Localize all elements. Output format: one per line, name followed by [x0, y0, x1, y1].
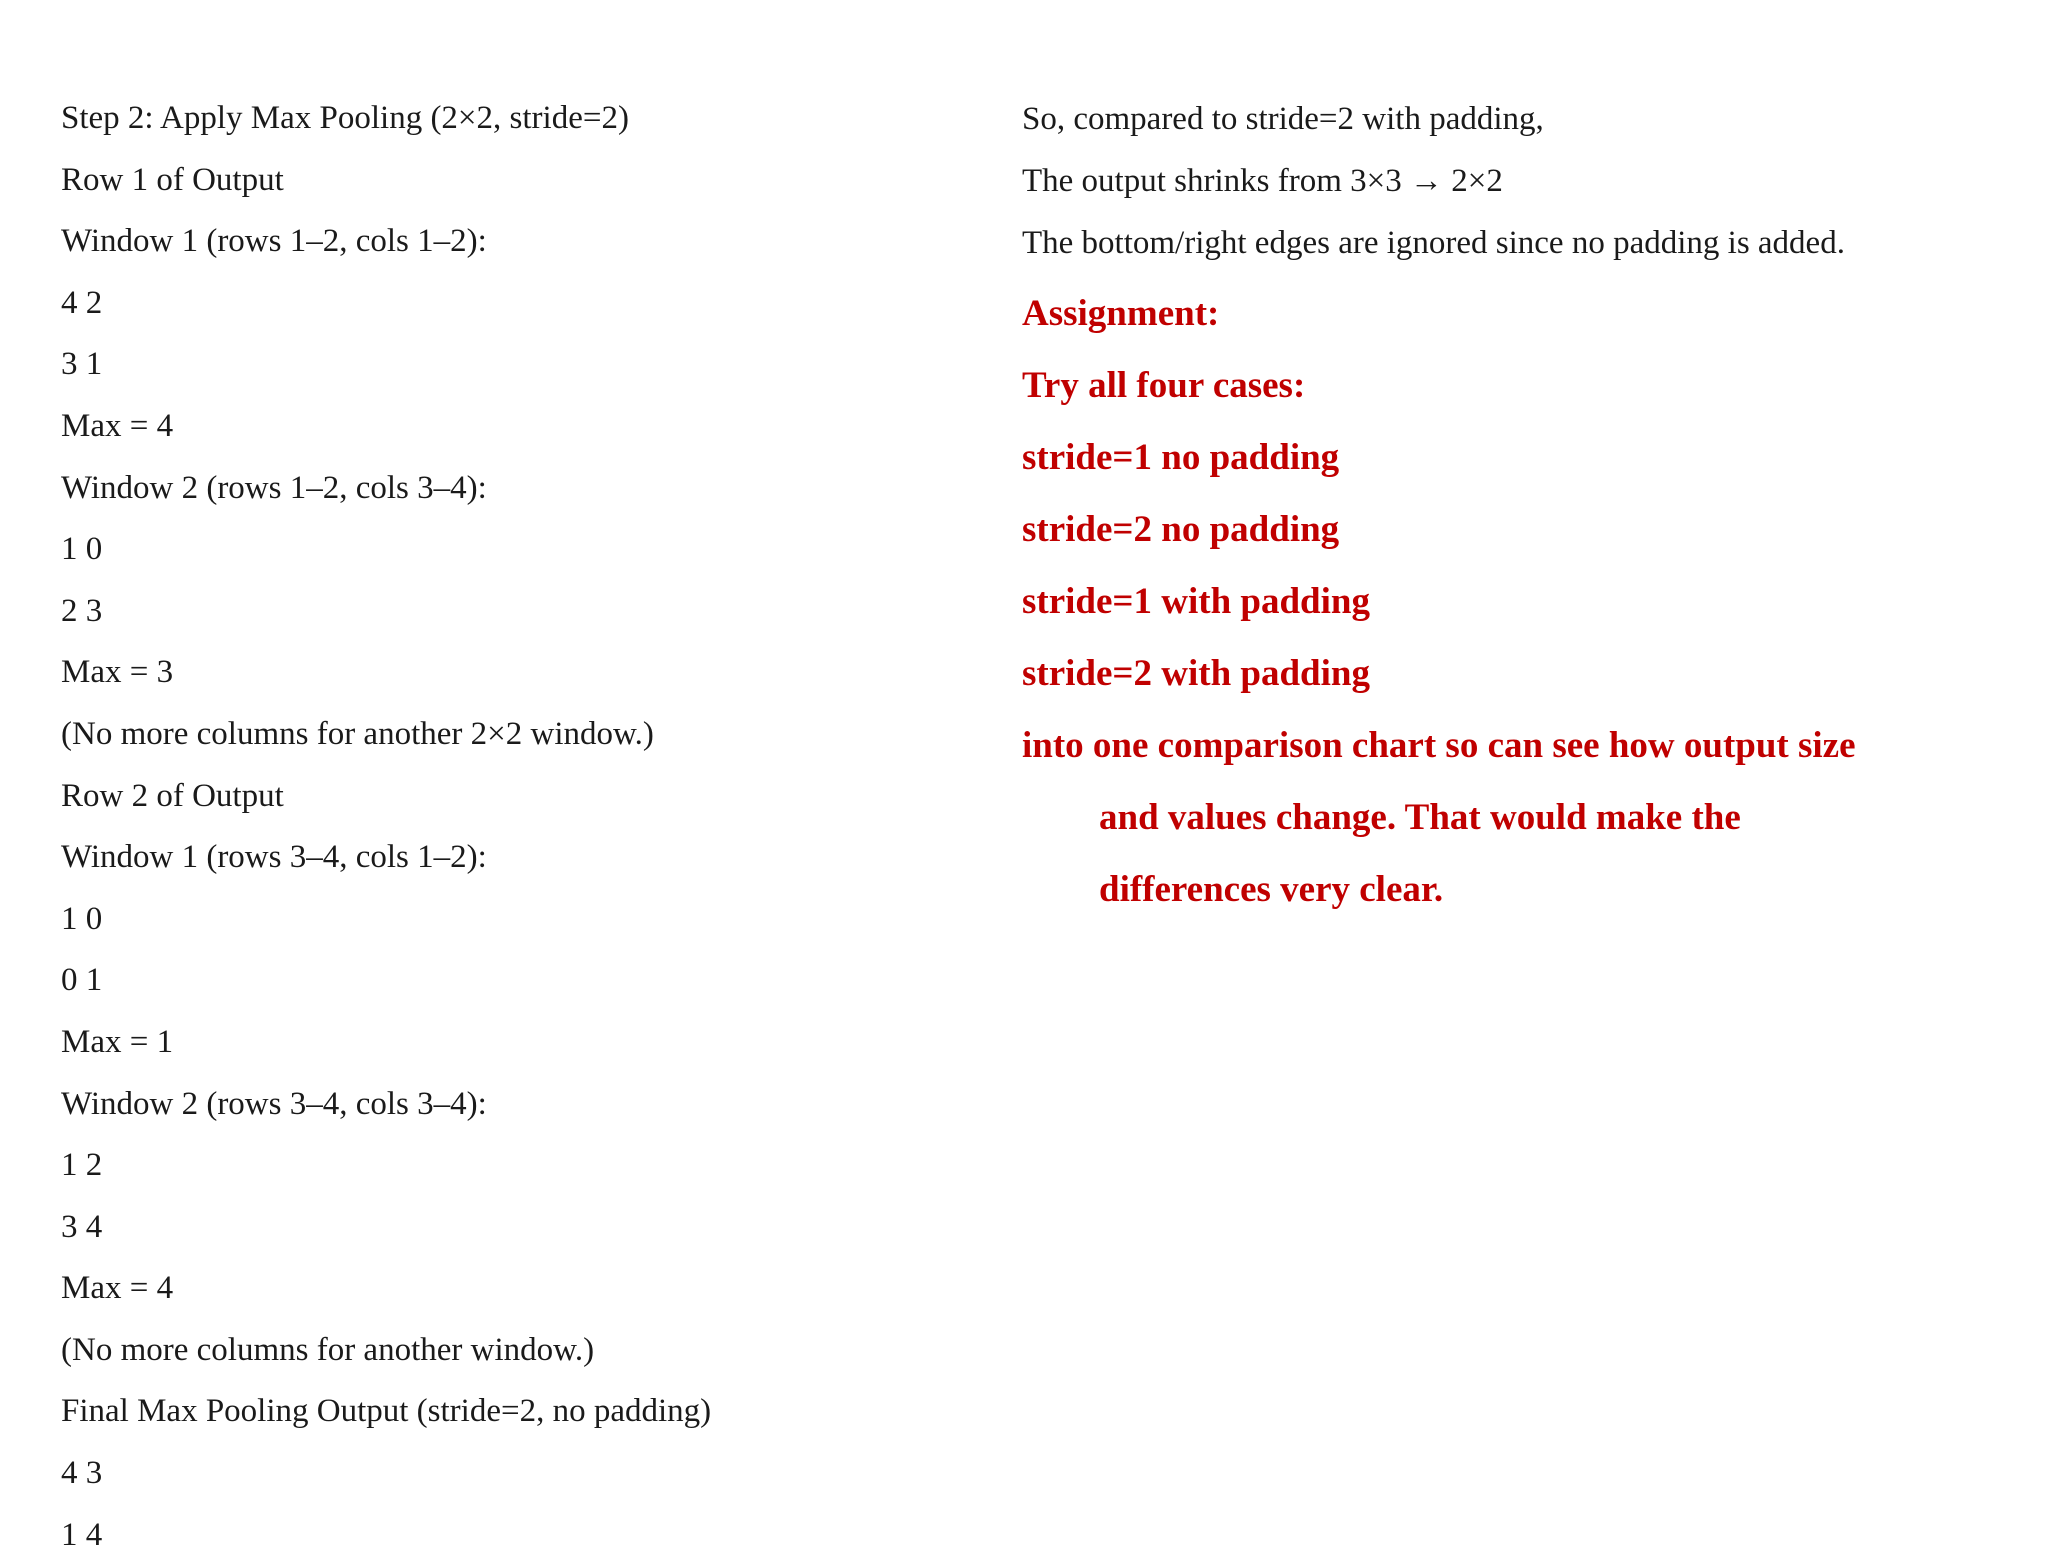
output-matrix-row: 1 4	[61, 1516, 103, 1553]
note-text: (No more columns for another window.)	[61, 1331, 595, 1368]
matrix-row: 1 0	[61, 900, 103, 937]
matrix-row: 1 0	[61, 531, 103, 568]
assignment-heading: Assignment:	[1022, 293, 1220, 334]
row-heading: Row 2 of Output	[61, 777, 284, 814]
final-output-heading: Final Max Pooling Output (stride=2, no padding)	[61, 1393, 712, 1430]
step-heading: Step 2: Apply Max Pooling (2×2, stride=2)	[61, 100, 629, 136]
matrix-row: 3 4	[61, 1208, 103, 1245]
assignment-block	[1022, 278, 2022, 926]
window-heading: Window 1 (rows 3–4, cols 1–2):	[61, 839, 487, 876]
assignment-closing: differences very clear.	[1099, 869, 1444, 910]
summary-line: The output shrinks from 3×3 → 2×2	[1022, 163, 1503, 199]
assignment-intro: Try all four cases:	[1022, 365, 1306, 406]
assignment-closing: into one comparison chart so can see how output size	[1022, 725, 1856, 766]
assignment-case: stride=1 no padding	[1022, 437, 1340, 478]
row-heading: Row 1 of Output	[61, 161, 284, 198]
summary-line: The bottom/right edges are ignored since no padding is added.	[1022, 225, 1845, 261]
output-matrix-row: 4 3	[61, 1455, 103, 1492]
assignment-case: stride=2 with padding	[1022, 653, 1370, 694]
left-column	[61, 88, 961, 1566]
matrix-row: 3 1	[61, 346, 103, 383]
max-result: Max = 1	[61, 1023, 174, 1060]
matrix-row: 0 1	[61, 962, 103, 999]
matrix-row: 4 2	[61, 284, 103, 321]
max-result: Max = 4	[61, 407, 174, 444]
summary-line: So, compared to stride=2 with padding,	[1022, 101, 1544, 137]
note-text: (No more columns for another 2×2 window.)	[61, 715, 654, 752]
window-heading: Window 2 (rows 1–2, cols 3–4):	[61, 469, 487, 506]
matrix-row: 2 3	[61, 592, 103, 629]
assignment-case: stride=2 no padding	[1022, 509, 1340, 550]
max-result: Max = 4	[61, 1270, 174, 1307]
window-heading: Window 2 (rows 3–4, cols 3–4):	[61, 1085, 487, 1122]
max-result: Max = 3	[61, 654, 174, 691]
assignment-case: stride=1 with padding	[1022, 581, 1370, 622]
matrix-row: 1 2	[61, 1147, 103, 1184]
assignment-closing: and values change. That would make the	[1099, 797, 1741, 838]
right-column	[1022, 88, 2022, 926]
window-heading: Window 1 (rows 1–2, cols 1–2):	[61, 223, 487, 260]
